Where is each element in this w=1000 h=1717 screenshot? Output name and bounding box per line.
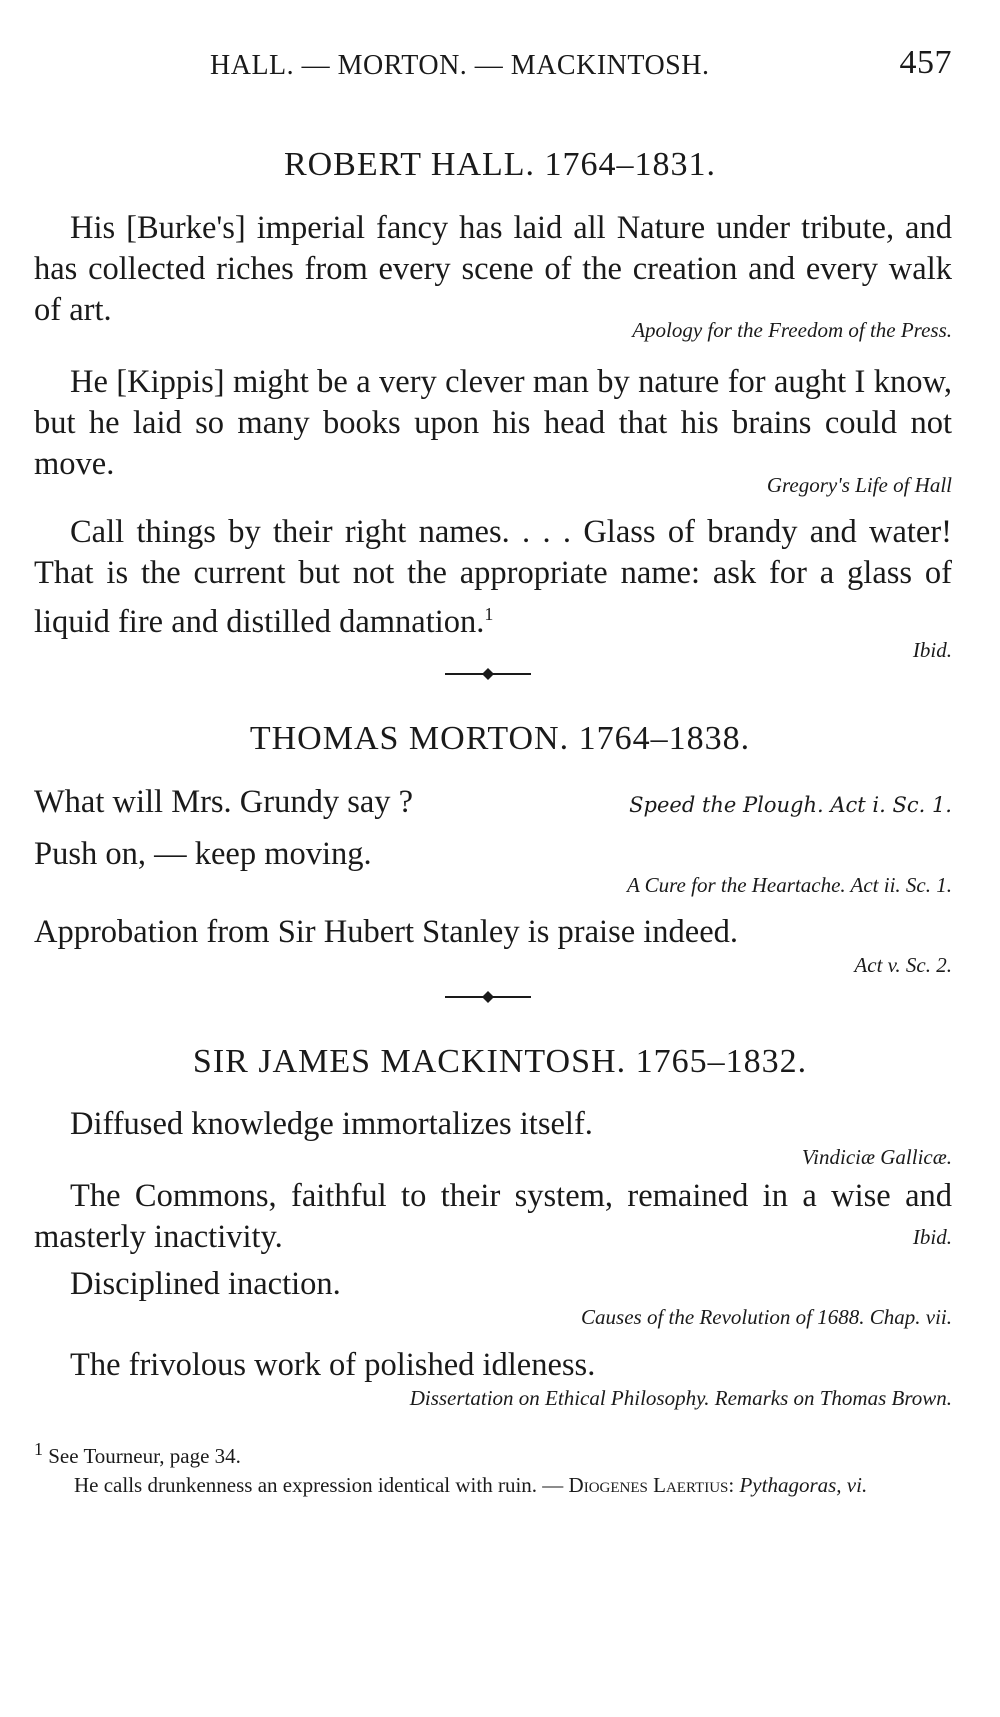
footnote-2-text: He calls drunkenness an expression identical with ruin. — (74, 1473, 564, 1497)
citation-morton-1: Speed the Plough. Act i. Sc. 1. (629, 793, 952, 817)
quote-mackintosh-1: Diffused knowledge immortalizes itself. (70, 1106, 593, 1142)
citation-mackintosh-3: Causes of the Revolution of 1688. Chap. vii. (581, 1305, 952, 1329)
quote-hall-3 (34, 512, 952, 643)
section-title-hall: ROBERT HALL. 1764–1831. (283, 146, 717, 183)
quote-morton-2: Push on, — keep moving. (34, 836, 372, 872)
footnote-1-marker: 1 (34, 1439, 43, 1459)
section-divider (443, 667, 533, 681)
footnote-ref-1: 1 (484, 604, 494, 624)
section-divider (443, 990, 533, 1004)
quote-morton-3: Approbation from Sir Hubert Stanley is praise indeed. (34, 914, 739, 950)
citation-hall-2: Gregory's Life of Hall (766, 473, 952, 497)
quote-mackintosh-4: The frivolous work of polished idleness. (70, 1347, 596, 1383)
citation-morton-2: A Cure for the Heartache. Act ii. Sc. 1. (626, 873, 952, 897)
running-title: HALL. — MORTON. — MACKINTOSH. (210, 50, 710, 81)
footnote-2-author: Diogenes Laertius (568, 1473, 729, 1497)
quote-morton-1: What will Mrs. Grundy say ? (34, 784, 414, 820)
quote-mackintosh-2: The Commons, faithful to their system, remained in a wise and masterly inactivity. (34, 1178, 952, 1255)
citation-hall-1: Apology for the Freedom of the Press. (632, 318, 952, 342)
quote-hall-2: He [Kippis] might be a very clever man by nature for aught I know, but he laid so many books upon his head that his brains could not move. (34, 364, 952, 482)
citation-mackintosh-2: Ibid. (912, 1225, 952, 1249)
footnote-1 (34, 1435, 952, 1471)
citation-mackintosh-1: Vindiciæ Gallicæ. (801, 1145, 952, 1169)
footnote-2 (34, 1471, 952, 1500)
page-number: 457 (899, 44, 952, 81)
citation-morton-3: Act v. Sc. 2. (854, 953, 952, 977)
citation-mackintosh-4: Dissertation on Ethical Philosophy. Remarks on Thomas Brown. (409, 1386, 952, 1410)
section-title-morton: THOMAS MORTON. 1764–1838. (249, 720, 751, 757)
quote-mackintosh-3: Disciplined inaction. (70, 1266, 341, 1302)
footnote-2-colon: : (728, 1473, 735, 1497)
quote-hall-1: His [Burke's] imperial fancy has laid all Nature under tribute, and has collected riches from every scene of the creation and every walk of art. (34, 210, 952, 328)
section-title-mackintosh: SIR JAMES MACKINTOSH. 1765–1832. (192, 1043, 808, 1080)
footnote-1-text: See Tourneur, page 34. (48, 1444, 241, 1468)
footnotes (34, 1435, 952, 1500)
footnote-2-work: Pythagoras, vi. (739, 1473, 868, 1497)
citation-hall-3: Ibid. (912, 638, 952, 662)
quote-hall-3-text: Call things by their right names. . . . Glass of brandy and water! That is the current but not the appropriate name: ask for a glass of liquid fire and distilled damnation. (34, 514, 952, 640)
